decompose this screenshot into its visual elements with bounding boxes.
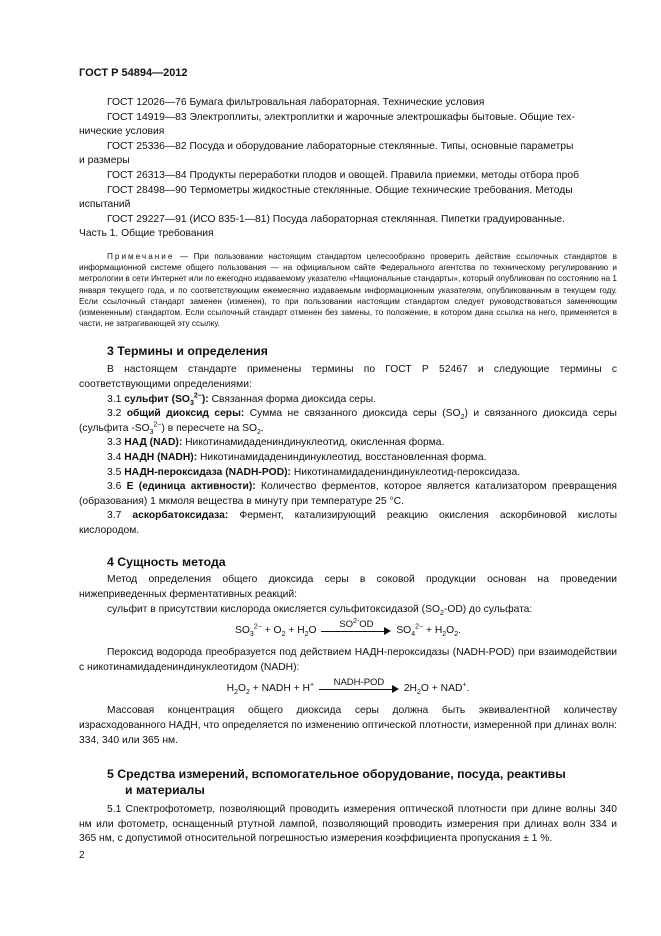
catalyst-label: $SO^{2-}OD$ (339, 617, 374, 630)
term-3-1: 3.1 сульфит $(SO_3^{2-})$: Связанная форма диоксида серы. (107, 392, 376, 407)
note-text: — При пользовании настоящим стандартом целесообразно проверить действие ссылочных стандартов в информационной системе общего пользования — на официальном сайте Федерального агентства по техническому регулированию и метрологии в сети Интернет или по ежегодно издаваемому указателю «Национальные стандарты», который опубликован по состоянию на 1 января текущего года, и по соответствующим ежемесячно издаваемым информационным указателям, опубликованным в текущем году. Если ссылочный стандарт заменен (изменен), то при пользовании настоящим стандартом следует руководствоваться заменяющим (измененным) стандартом. Если ссылочный стандарт отменен без замены, то положение, в котором дана ссылка на него, применяется в части, не затрагивающей эту ссылку. (79, 251, 617, 329)
equation-sulfite-oxidation: $SO_3^{2-} + O_2 + H_2O$ $SO^{2-}OD$ $SO_4^{2-} + H_2O_2$. (235, 617, 461, 639)
document-header: ГОСТ Р 54894—2012 (79, 67, 188, 79)
reaction-arrow (319, 676, 399, 696)
reference-item-continuation: испытаний (79, 199, 131, 211)
section-4-heading: 4 Сущность метода (107, 555, 226, 570)
equation-peroxide-reduction: $H_2O_2$ + NADH + H+ NADH-POD $2H_2O + NAD^+$. (79, 680, 617, 698)
reference-item-continuation: Часть 1. Общие требования (79, 228, 214, 240)
section-4-paragraph-4: Массовая концентрация общего диоксида серы должна быть эквивалентной количеству израсходованного НАДН, что определяется по изменению оптической плотности, измеренной при длинах волн: 334, 340 или 365 нм. (79, 705, 617, 746)
reference-item-continuation: и размеры (79, 155, 130, 167)
reference-item: ГОСТ 14919—83 Электроплиты, электроплитки и жарочные электрошкафы бытовые. Общие тех- (107, 111, 575, 123)
term-3-5: 3.5 НАДН-пероксидаза (NADH-POD): Никотинамидадениндинуклеотид-пероксидаза. (107, 466, 521, 478)
document-body (79, 96, 617, 847)
term-3-2: 3.2 общий диоксид серы: Сумма не связанного диоксида серы $(SO_2)$ и связанного диоксида серы (сульфита $-SO_3^{2-}$) в пересчете на $SO_2$. (79, 408, 617, 436)
term-3-7: 3.7 аскорбатоксидаза: Фермент, катализирующий реакцию окисления аскорбиновой кислоты кислородом. (79, 510, 617, 536)
section-4-paragraph-1: Метод определения общего диоксида серы в соковой продукции основан на проведении нижеприведенных ферментативных реакций: (79, 574, 617, 601)
section-4-paragraph-3: Пероксид водорода преобразуется под действием НАДН-пероксидазы (NADH-POD) при взаимодействии с никотинамидадениндинуклеотидом (NADH): (79, 647, 617, 673)
section-5-heading: 5 Средства измерений, вспомогательное оборудование, посуда, реактивы и материалы (107, 767, 566, 798)
references-list (79, 96, 617, 242)
section-3-heading: 3 Термины и определения (107, 344, 268, 359)
note-paragraph (79, 251, 617, 329)
reference-item: ГОСТ 29227—91 (ИСО 835-1—81) Посуда лабораторная стеклянная. Пипетки градуированные. (107, 213, 566, 225)
reference-item: ГОСТ 12026—76 Бумага фильтровальная лабораторная. Технические условия (107, 97, 485, 108)
catalyst-label: NADH-POD (333, 676, 385, 688)
note-label: Примечание (107, 251, 175, 261)
reaction-arrow (321, 617, 391, 638)
section-3-intro: В настоящем стандарте применены термины по ГОСТ Р 52467 и следующие термины с соответствующими определениями: (79, 364, 617, 390)
section-5-paragraph-1: 5.1 Спектрофотометр, позволяющий проводить измерения оптической плотности при длине волны 340 нм или фотометр, оснащенный ртутной лампой, позволяющий проводить измерения при длинах волн 334 и 365 нм, с допустимой относительной погрешностью измерения коэффициента пропускания ± 1 %. (79, 804, 617, 845)
term-3-6: 3.6 Е (единица активности): Количество ферментов, которое является катализатором превращения (образования) 1 мкмоля вещества в минуту при температуре 25 °С. (79, 481, 617, 507)
reference-item-continuation: нические условия (79, 126, 165, 138)
page-number: 2 (79, 850, 85, 861)
reference-item: ГОСТ 26313—84 Продукты переработки плодов и овощей. Правила приемки, методы отбора проб (107, 169, 580, 181)
reference-item: ГОСТ 25336—82 Посуда и оборудование лабораторные стеклянные. Типы, основные параметры (107, 140, 574, 152)
reference-item: ГОСТ 28498—90 Термометры жидкостные стеклянные. Общие технические требования. Методы (107, 184, 573, 196)
section-4-paragraph-2: сульфит в присутствии кислорода окисляется сульфитоксидазой $(SO_2-OD)$ до сульфата: (107, 603, 533, 617)
term-3-3: 3.3 НАД (NAD): Никотинамидадениндинуклеотид, окисленная форма. (107, 437, 445, 449)
term-3-4: 3.4 НАДН (NADH): Никотинамидадениндинуклеотид, восстановленная форма. (107, 451, 487, 463)
